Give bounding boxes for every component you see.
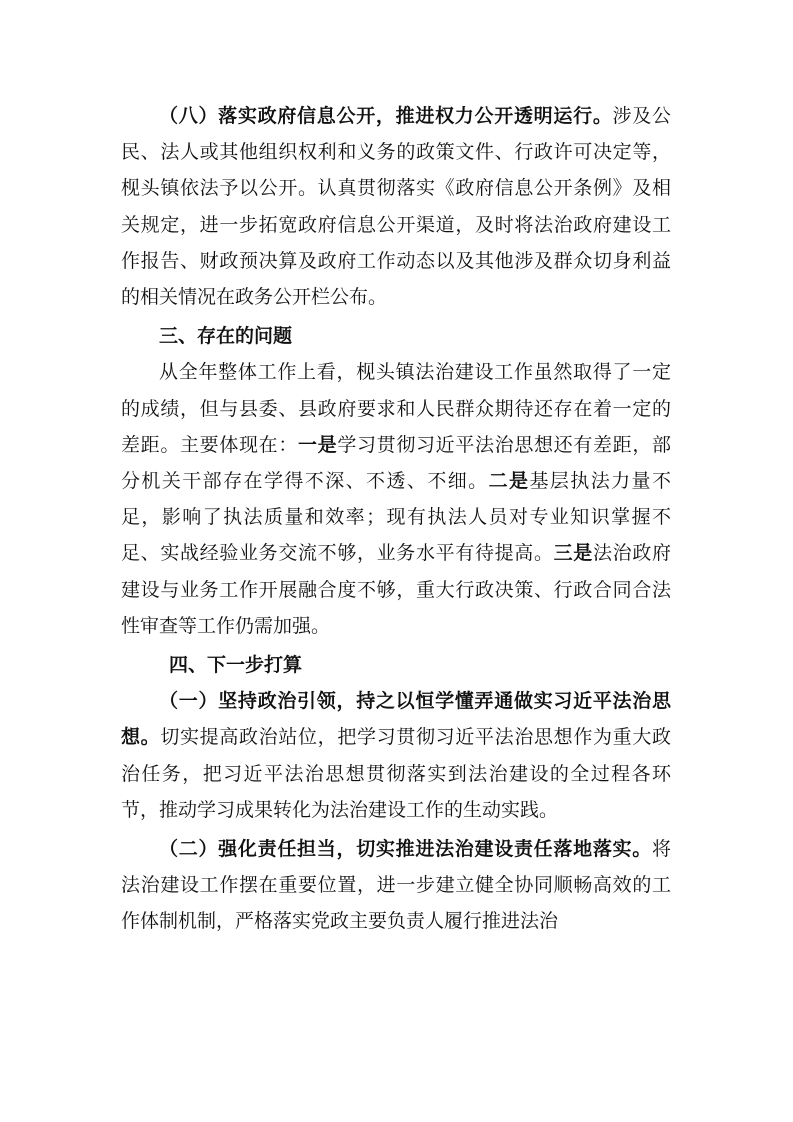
plan-1-body: 切实提高政治站位，把学习贯彻习近平法治思想作为重大政治任务，把习近平法治思想贯彻落实到法治建设的全过程各环节，推动学习成果转化为法治建设工作的生动实践。 (121, 726, 671, 821)
paragraph-plan-1 (121, 683, 671, 828)
problems-intro: 从全年整体工作上看，枧头镇法治建设工作虽然取得了一定的成绩，但与县委、县政府要求和人民群众期待还存在着一定的差距。主要体现在： (121, 361, 671, 456)
problem-1-label: 一是 (298, 433, 338, 456)
problem-2-label: 二是 (488, 470, 530, 493)
heading-problems: 三、存在的问题 (159, 325, 293, 348)
plan-1-lead: （一）坚持政治引领，持之以恒学懂弄通做实习近平法治思想。 (121, 690, 671, 749)
section-8-body: 涉及公民、法人或其他组织权利和义务的政策文件、行政许可决定等，枧头镇依法予以公开。认真贯彻落实《政府信息公开条例》及相关规定，进一步拓宽政府信息公开渠道，及时将法治政府建设工作报告、财政预决算及政府工作动态以及其他涉及群众切身利益的相关情况在政务公开栏公布。 (121, 105, 671, 309)
paragraph-section-8 (121, 98, 671, 315)
heading-next-steps: 四、下一步打算 (169, 654, 303, 677)
document-body (121, 98, 671, 940)
section-8-lead: （八）落实政府信息公开，推进权力公开透明运行。 (159, 105, 613, 127)
plan-2-lead: （二）强化责任担当，切实推进法治建设责任落地落实。 (159, 838, 652, 861)
paragraph-plan-2 (121, 831, 671, 940)
problem-1-text: 学习贯彻习近平法治思想还有差距，部分机关干部存在学得不深、不透、不细。 (121, 433, 671, 493)
plan-2-body: 将法治建设工作摆在重要位置，进一步建立健全协同顺畅高效的工作体制机制，严格落实党政主要负责人履行推进法治 (121, 838, 671, 933)
paragraph-problems (121, 354, 671, 644)
problem-2-text: 基层执法力量不足，影响了执法质量和效率；现有执法人员对专业知识掌握不足、实战经验业务交流不够，业务水平有待提高。 (121, 470, 671, 565)
problem-3-label: 三是 (553, 542, 593, 565)
problem-3-text: 法治政府建设与业务工作开展融合度不够，重大行政决策、行政合同合法性审查等工作仍需加强。 (121, 542, 671, 637)
